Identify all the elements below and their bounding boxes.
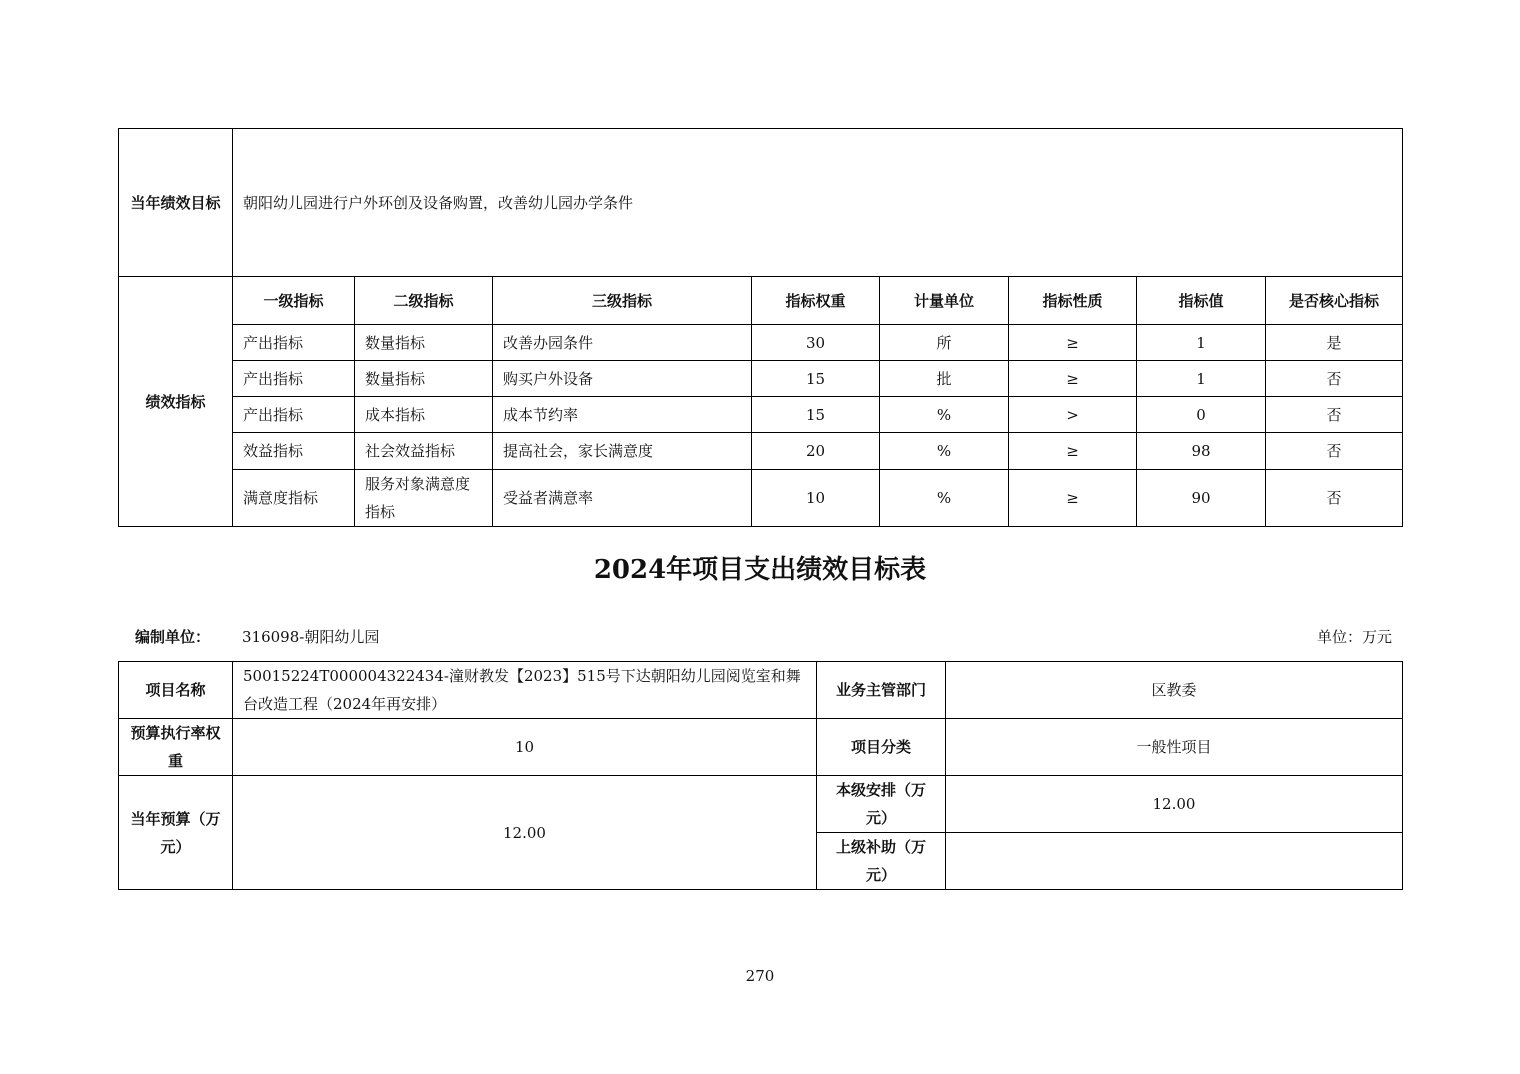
superior-subsidy-label: 上级补助（万元） — [817, 833, 946, 890]
document-title: 2024年项目支出绩效目标表 — [593, 555, 927, 585]
header-level1: 一级指标 — [233, 277, 355, 325]
row-nature: ≥ — [1009, 361, 1137, 397]
row-unit: 批 — [880, 361, 1009, 397]
row-level1: 产出指标 — [233, 361, 355, 397]
exec-rate-value: 10 — [233, 719, 817, 776]
row-weight: 15 — [752, 397, 880, 433]
row-core: 否 — [1266, 361, 1403, 397]
row-weight: 15 — [752, 361, 880, 397]
performance-goal-table — [118, 128, 1403, 527]
row-unit: 所 — [880, 325, 1009, 361]
row-nature: > — [1009, 397, 1137, 433]
dept-label: 业务主管部门 — [817, 662, 946, 719]
row-level3: 成本节约率 — [493, 397, 752, 433]
row-unit: % — [880, 397, 1009, 433]
row-value: 1 — [1137, 361, 1266, 397]
goal-text: 朝阳幼儿园进行户外环创及设备购置，改善幼儿园办学条件 — [233, 129, 1403, 277]
indicator-row — [119, 470, 1403, 527]
exec-rate-label: 预算执行率权重 — [119, 719, 233, 776]
project-name-value: 50015224T000004322434-潼财教发【2023】515号下达朝阳幼儿园阅览室和舞台改造工程（2024年再安排） — [233, 662, 817, 719]
budget-value: 12.00 — [233, 776, 817, 890]
indicators-label: 绩效指标 — [119, 277, 233, 527]
row-level2: 数量指标 — [355, 325, 493, 361]
dept-value: 区教委 — [946, 662, 1403, 719]
header-level3: 三级指标 — [493, 277, 752, 325]
row-level2: 成本指标 — [355, 397, 493, 433]
row-weight: 20 — [752, 433, 880, 470]
budget-label: 当年预算（万元） — [119, 776, 233, 890]
row-level1: 满意度指标 — [233, 470, 355, 527]
row-level3: 购买户外设备 — [493, 361, 752, 397]
project-info-table — [118, 661, 1403, 890]
indicator-row — [119, 397, 1403, 433]
indicator-row — [119, 433, 1403, 470]
currency-unit: 单位：万元 — [1316, 628, 1392, 646]
row-value: 0 — [1137, 397, 1266, 433]
indicator-row — [119, 361, 1403, 397]
row-unit: % — [880, 433, 1009, 470]
local-allocation-value: 12.00 — [946, 776, 1403, 833]
row-value: 1 — [1137, 325, 1266, 361]
row-value: 98 — [1137, 433, 1266, 470]
page-number: 270 — [745, 967, 775, 985]
row-level2: 数量指标 — [355, 361, 493, 397]
row-level2: 服务对象满意度指标 — [355, 470, 493, 527]
row-level1: 产出指标 — [233, 325, 355, 361]
category-label: 项目分类 — [817, 719, 946, 776]
header-unit: 计量单位 — [880, 277, 1009, 325]
header-nature: 指标性质 — [1009, 277, 1137, 325]
row-level1: 产出指标 — [233, 397, 355, 433]
row-unit: % — [880, 470, 1009, 527]
local-allocation-label: 本级安排（万元） — [817, 776, 946, 833]
indicator-row — [119, 325, 1403, 361]
row-nature: ≥ — [1009, 325, 1137, 361]
header-level2: 二级指标 — [355, 277, 493, 325]
row-level3: 受益者满意率 — [493, 470, 752, 527]
compiling-unit-value: 316098-朝阳幼儿园 — [242, 628, 380, 646]
row-core: 否 — [1266, 470, 1403, 527]
row-core: 是 — [1266, 325, 1403, 361]
row-level2: 社会效益指标 — [355, 433, 493, 470]
row-core: 否 — [1266, 397, 1403, 433]
row-nature: ≥ — [1009, 470, 1137, 527]
row-level3: 改善办园条件 — [493, 325, 752, 361]
goal-label: 当年绩效目标 — [119, 129, 233, 277]
category-value: 一般性项目 — [946, 719, 1403, 776]
row-value: 90 — [1137, 470, 1266, 527]
row-nature: ≥ — [1009, 433, 1137, 470]
header-weight: 指标权重 — [752, 277, 880, 325]
row-level1: 效益指标 — [233, 433, 355, 470]
row-weight: 30 — [752, 325, 880, 361]
header-value: 指标值 — [1137, 277, 1266, 325]
row-core: 否 — [1266, 433, 1403, 470]
project-name-label: 项目名称 — [119, 662, 233, 719]
header-core: 是否核心指标 — [1266, 277, 1403, 325]
compiling-unit-label: 编制单位： — [135, 628, 211, 646]
row-level3: 提高社会，家长满意度 — [493, 433, 752, 470]
row-weight: 10 — [752, 470, 880, 527]
superior-subsidy-value — [946, 833, 1403, 890]
